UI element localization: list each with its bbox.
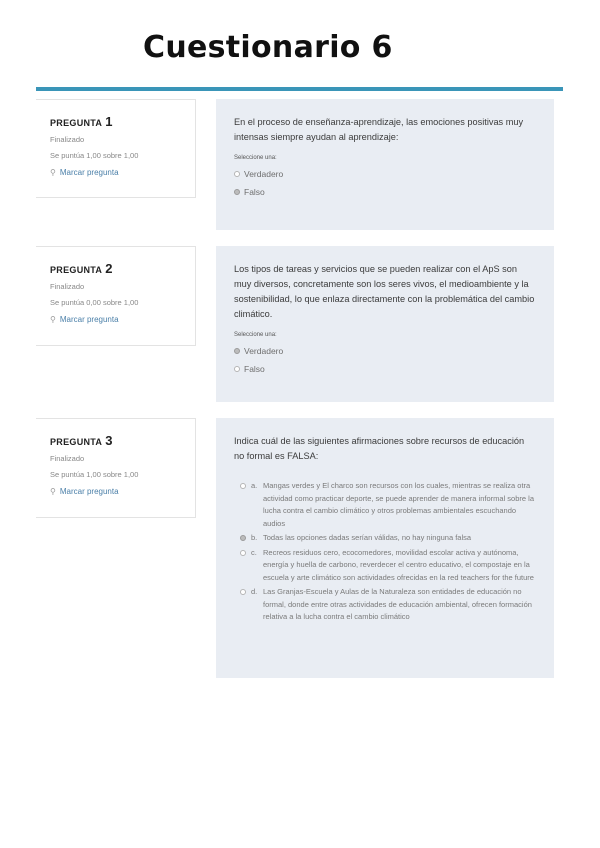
radio-button[interactable] [240, 550, 246, 556]
radio-button-selected[interactable] [240, 535, 246, 541]
question-heading [50, 433, 195, 448]
answer-list [234, 480, 536, 624]
question-content-2 [216, 246, 554, 402]
page-title: Cuestionario 6 [143, 30, 393, 65]
question-number: 2 [105, 261, 113, 276]
question-heading [50, 261, 195, 276]
question-info-2 [36, 246, 196, 346]
question-number: 3 [105, 433, 113, 448]
answer-option-d[interactable] [240, 586, 536, 624]
question-score: Se puntúa 0,00 sobre 1,00 [50, 298, 139, 307]
question-score: Se puntúa 1,00 sobre 1,00 [50, 470, 139, 479]
question-label: PREGUNTA [50, 118, 103, 128]
flag-icon: ⚲ [50, 315, 56, 324]
select-one-prompt: Seleccione una: [234, 332, 277, 338]
option-label: Recreos residuos cero, ecocomedores, movilidad escolar activa y autónoma, energía y huella de carbono, reverdecer el centro educativo, el compostaje en la escuela y arte climático son actividades ofrecidas en la red teachers for the future [263, 547, 534, 582]
radio-button[interactable] [234, 366, 240, 372]
option-label: Falso [244, 364, 265, 374]
option-letter: a. [251, 481, 258, 490]
radio-button[interactable] [234, 171, 240, 177]
question-status: Finalizado [50, 282, 85, 291]
answer-option-b[interactable] [240, 532, 536, 545]
question-text: En el proceso de enseñanza-aprendizaje, las emociones positivas muy intensas siempre ayudan al aprendizaje: [234, 117, 524, 142]
flag-icon: ⚲ [50, 487, 56, 496]
question-label: PREGUNTA [50, 437, 103, 447]
option-letter: b. [251, 533, 258, 542]
radio-button-selected[interactable] [234, 348, 240, 354]
option-label: Verdadero [244, 346, 284, 356]
flag-question-button[interactable] [50, 315, 195, 324]
option-letter: c. [251, 547, 257, 557]
flag-question-label: Marcar pregunta [59, 315, 119, 324]
question-info-1 [36, 99, 196, 198]
flag-question-button[interactable] [50, 487, 195, 496]
question-status: Finalizado [50, 454, 85, 463]
answer-option-false[interactable] [234, 187, 536, 197]
header-divider [36, 87, 563, 91]
option-label: Verdadero [244, 169, 284, 179]
question-status: Finalizado [50, 135, 85, 144]
option-label: Falso [244, 187, 265, 197]
question-number: 1 [105, 114, 113, 129]
answer-option-true[interactable] [234, 169, 536, 179]
option-letter: d. [251, 587, 258, 596]
answer-option-true[interactable] [234, 346, 536, 356]
question-text: Indica cuál de las siguientes afirmaciones sobre recursos de educación no formal es FALSA: [234, 436, 525, 461]
question-label: PREGUNTA [50, 265, 103, 275]
question-info-3 [36, 418, 196, 518]
question-content-3 [216, 418, 554, 678]
question-content-1 [216, 99, 554, 230]
question-text: Los tipos de tareas y servicios que se pueden realizar con el ApS son muy diversos, concretamente son los seres vivos, el medioambiente y la sostenibilidad, lo que enlaza directamente con la problemática del cambio climático. [234, 264, 535, 319]
select-one-prompt: Seleccione una: [234, 155, 277, 161]
answer-option-false[interactable] [234, 364, 536, 374]
answer-option-c[interactable] [240, 547, 536, 585]
answer-option-a[interactable] [240, 480, 536, 530]
radio-button[interactable] [240, 589, 246, 595]
option-label: Las Granjas-Escuela y Aulas de la Naturaleza son entidades de educación no formal, donde entre otras actividades de educación ambiental, ofrecen formación relativa a la lucha contra el cambio climático [263, 587, 532, 621]
radio-button-selected[interactable] [234, 189, 240, 195]
radio-button[interactable] [240, 483, 246, 489]
flag-question-label: Marcar pregunta [59, 168, 119, 177]
flag-question-label: Marcar pregunta [59, 487, 119, 496]
question-heading [50, 114, 195, 129]
option-label: Mangas verdes y El charco son recursos con los cuales, mientras se realiza otra actividad como practicar deporte, se puede aprender de manera informal sobre la lucha contra el cambio climático y otros problemas ambientales escuchando audios [263, 481, 534, 528]
question-score: Se puntúa 1,00 sobre 1,00 [50, 151, 139, 160]
flag-icon: ⚲ [50, 168, 56, 177]
option-label: Todas las opciones dadas serían válidas, no hay ninguna falsa [263, 533, 472, 542]
flag-question-button[interactable] [50, 168, 195, 177]
